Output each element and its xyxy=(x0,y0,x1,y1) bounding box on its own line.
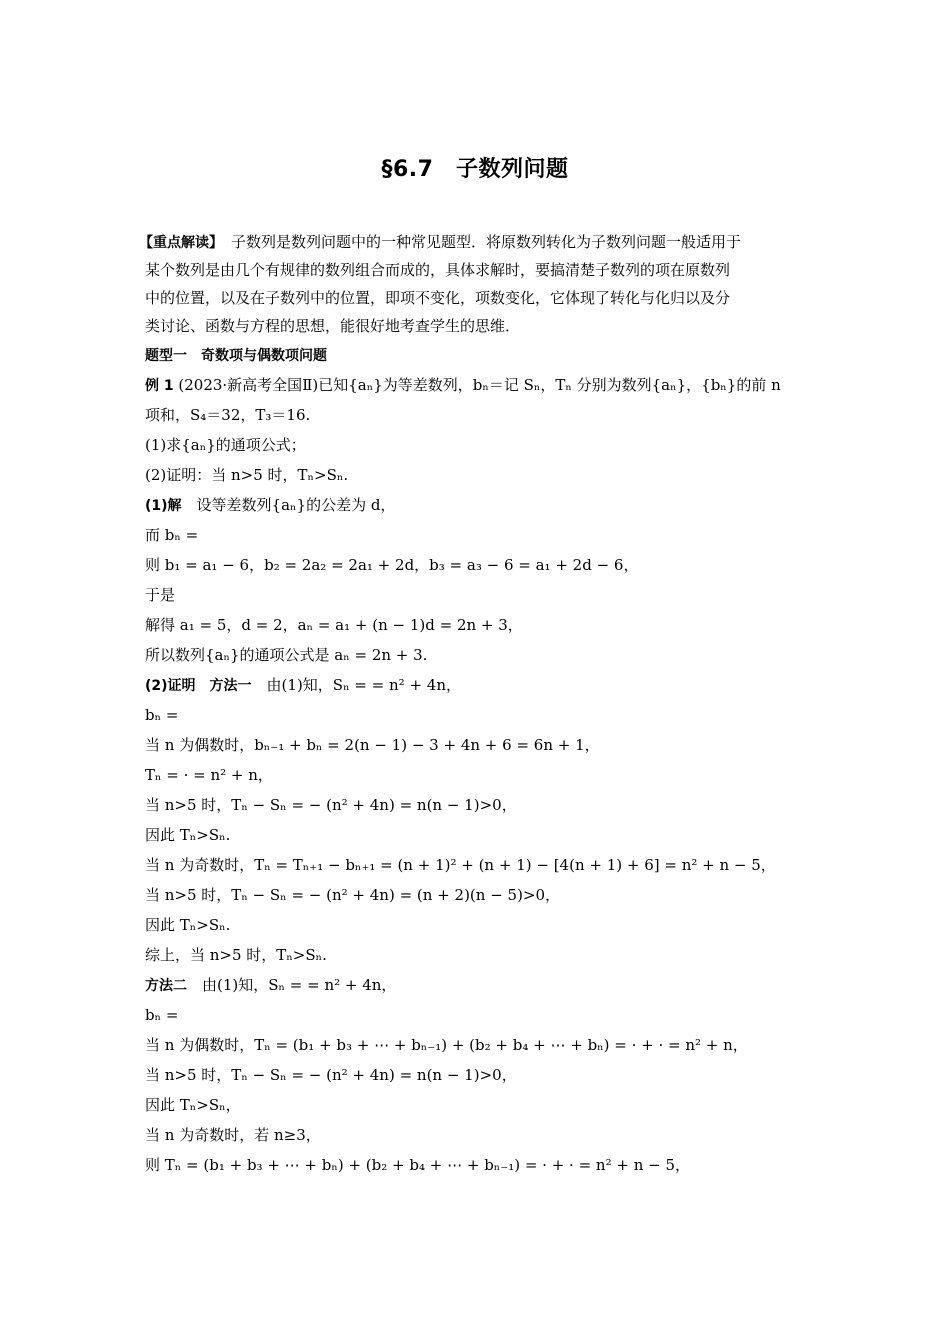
line-text: 设等差数列{aₙ}的公差为 d， xyxy=(181,496,396,514)
line-text: 当 n>5 时，Tₙ − Sₙ = − (n² + 4n) = n(n − 1)>0， xyxy=(145,796,517,814)
text-line xyxy=(145,970,810,1000)
line-label: 题型一 奇数项与偶数项问题 xyxy=(145,348,327,364)
text-line xyxy=(145,520,810,550)
line-text: 而 bₙ = xyxy=(145,526,199,544)
line-text: 当 n>5 时，Tₙ − Sₙ = − (n² + 4n) = n(n − 1)>0， xyxy=(145,1066,517,1084)
line-text: 由(1)知，Sₙ = = n² + 4n， xyxy=(251,676,461,694)
line-text: 当 n 为偶数时，Tₙ = (b₁ + b₃ + ⋯ + bₙ₋₁) + (b₂ + b₄ + ⋯ + bₙ) = · + · = n² + n， xyxy=(145,1036,748,1054)
text-line xyxy=(145,790,810,820)
solution-lines xyxy=(145,340,810,1180)
text-line xyxy=(145,640,810,670)
line-text: 当 n 为奇数时，Tₙ = Tₙ₊₁ − bₙ₊₁ = (n + 1)² + (n + 1) − [4(n + 1) + 6] = n² + n − 5， xyxy=(145,856,776,874)
line-text: 则 b₁ = a₁ − 6，b₂ = 2a₂ = 2a₁ + 2d，b₃ = a₃ − 6 = a₁ + 2d − 6， xyxy=(145,556,639,574)
line-label: (1)解 xyxy=(145,498,182,514)
line-text: bₙ = xyxy=(145,706,179,724)
line-label: 例 1 xyxy=(145,378,174,394)
line-text: 项和，S₄＝32，T₃＝16. xyxy=(145,406,311,424)
text-line xyxy=(145,400,810,430)
line-text: 当 n>5 时，Tₙ − Sₙ = − (n² + 4n) = (n + 2)(n − 5)>0， xyxy=(145,886,561,904)
line-text: 因此 Tₙ>Sₙ. xyxy=(145,916,231,934)
text-line xyxy=(145,1000,810,1030)
text-line xyxy=(145,940,810,970)
text-line xyxy=(145,1090,810,1120)
line-text: 解得 a₁ = 5，d = 2，aₙ = a₁ + (n − 1)d = 2n + 3， xyxy=(145,616,523,634)
line-text: 综上，当 n>5 时，Tₙ>Sₙ. xyxy=(145,946,327,964)
intro-line: 类讨论、函数与方程的思想，能很好地考查学生的思维． xyxy=(145,317,521,335)
line-text: (2023·新高考全国Ⅱ)已知{aₙ}为等差数列，bₙ＝记 Sₙ，Tₙ 分别为数列{aₙ}，{bₙ}的前 n xyxy=(173,376,781,394)
text-line xyxy=(145,730,810,760)
text-line xyxy=(145,1120,810,1150)
line-text: Tₙ = · = n² + n， xyxy=(145,766,273,784)
text-line xyxy=(145,580,810,610)
text-line xyxy=(145,910,810,940)
text-line xyxy=(145,850,810,880)
page-title: §6.7 子数列问题 xyxy=(381,157,569,182)
text-line xyxy=(145,880,810,910)
text-line xyxy=(145,1060,810,1090)
line-text: bₙ = xyxy=(145,1006,179,1024)
line-text: 当 n 为奇数时，若 n≥3， xyxy=(145,1126,321,1144)
line-text: 则 Tₙ = (b₁ + b₃ + ⋯ + bₙ) + (b₂ + b₄ + ⋯ + bₙ₋₁) = · + · = n² + n − 5， xyxy=(145,1156,691,1174)
text-line xyxy=(145,460,810,490)
line-text: 因此 Tₙ>Sₙ， xyxy=(145,1096,241,1114)
text-line xyxy=(145,430,810,460)
line-text: (2)证明：当 n>5 时，Tₙ>Sₙ. xyxy=(145,466,349,484)
text-line xyxy=(145,340,810,370)
text-line xyxy=(145,610,810,640)
text-line xyxy=(145,700,810,730)
text-line xyxy=(145,1030,810,1060)
line-label: 方法二 xyxy=(145,978,187,994)
line-text: 于是 xyxy=(145,586,176,604)
text-line xyxy=(145,1150,810,1180)
line-text: 由(1)知，Sₙ = = n² + 4n， xyxy=(187,976,397,994)
line-label: (2)证明 方法一 xyxy=(145,678,252,694)
line-text: (1)求{aₙ}的通项公式； xyxy=(145,436,306,454)
intro-line: 中的位置，以及在子数列中的位置，即项不变化，项数变化，它体现了转化与化归以及分 xyxy=(145,289,731,307)
text-line xyxy=(145,490,810,520)
key-point-paragraph xyxy=(139,228,810,340)
document-body xyxy=(139,228,810,1180)
text-line xyxy=(145,550,810,580)
line-text: 当 n 为偶数时，bₙ₋₁ + bₙ = 2(n − 1) − 3 + 4n + 6 = 6n + 1， xyxy=(145,736,600,754)
intro-line: 某个数列是由几个有规律的数列组合而成的，具体求解时，要搞清楚子数列的项在原数列 xyxy=(145,261,731,279)
intro-label: 【重点解读】 xyxy=(139,235,216,251)
intro-line: 【重点解读】 子数列是数列问题中的一种常见题型．将原数列转化为子数列问题一般适用于 xyxy=(139,233,742,251)
text-line xyxy=(145,760,810,790)
text-line xyxy=(145,670,810,700)
text-line xyxy=(145,820,810,850)
line-text: 因此 Tₙ>Sₙ. xyxy=(145,826,231,844)
line-text: 所以数列{aₙ}的通项公式是 aₙ = 2n + 3. xyxy=(145,646,428,664)
text-line xyxy=(145,370,810,400)
